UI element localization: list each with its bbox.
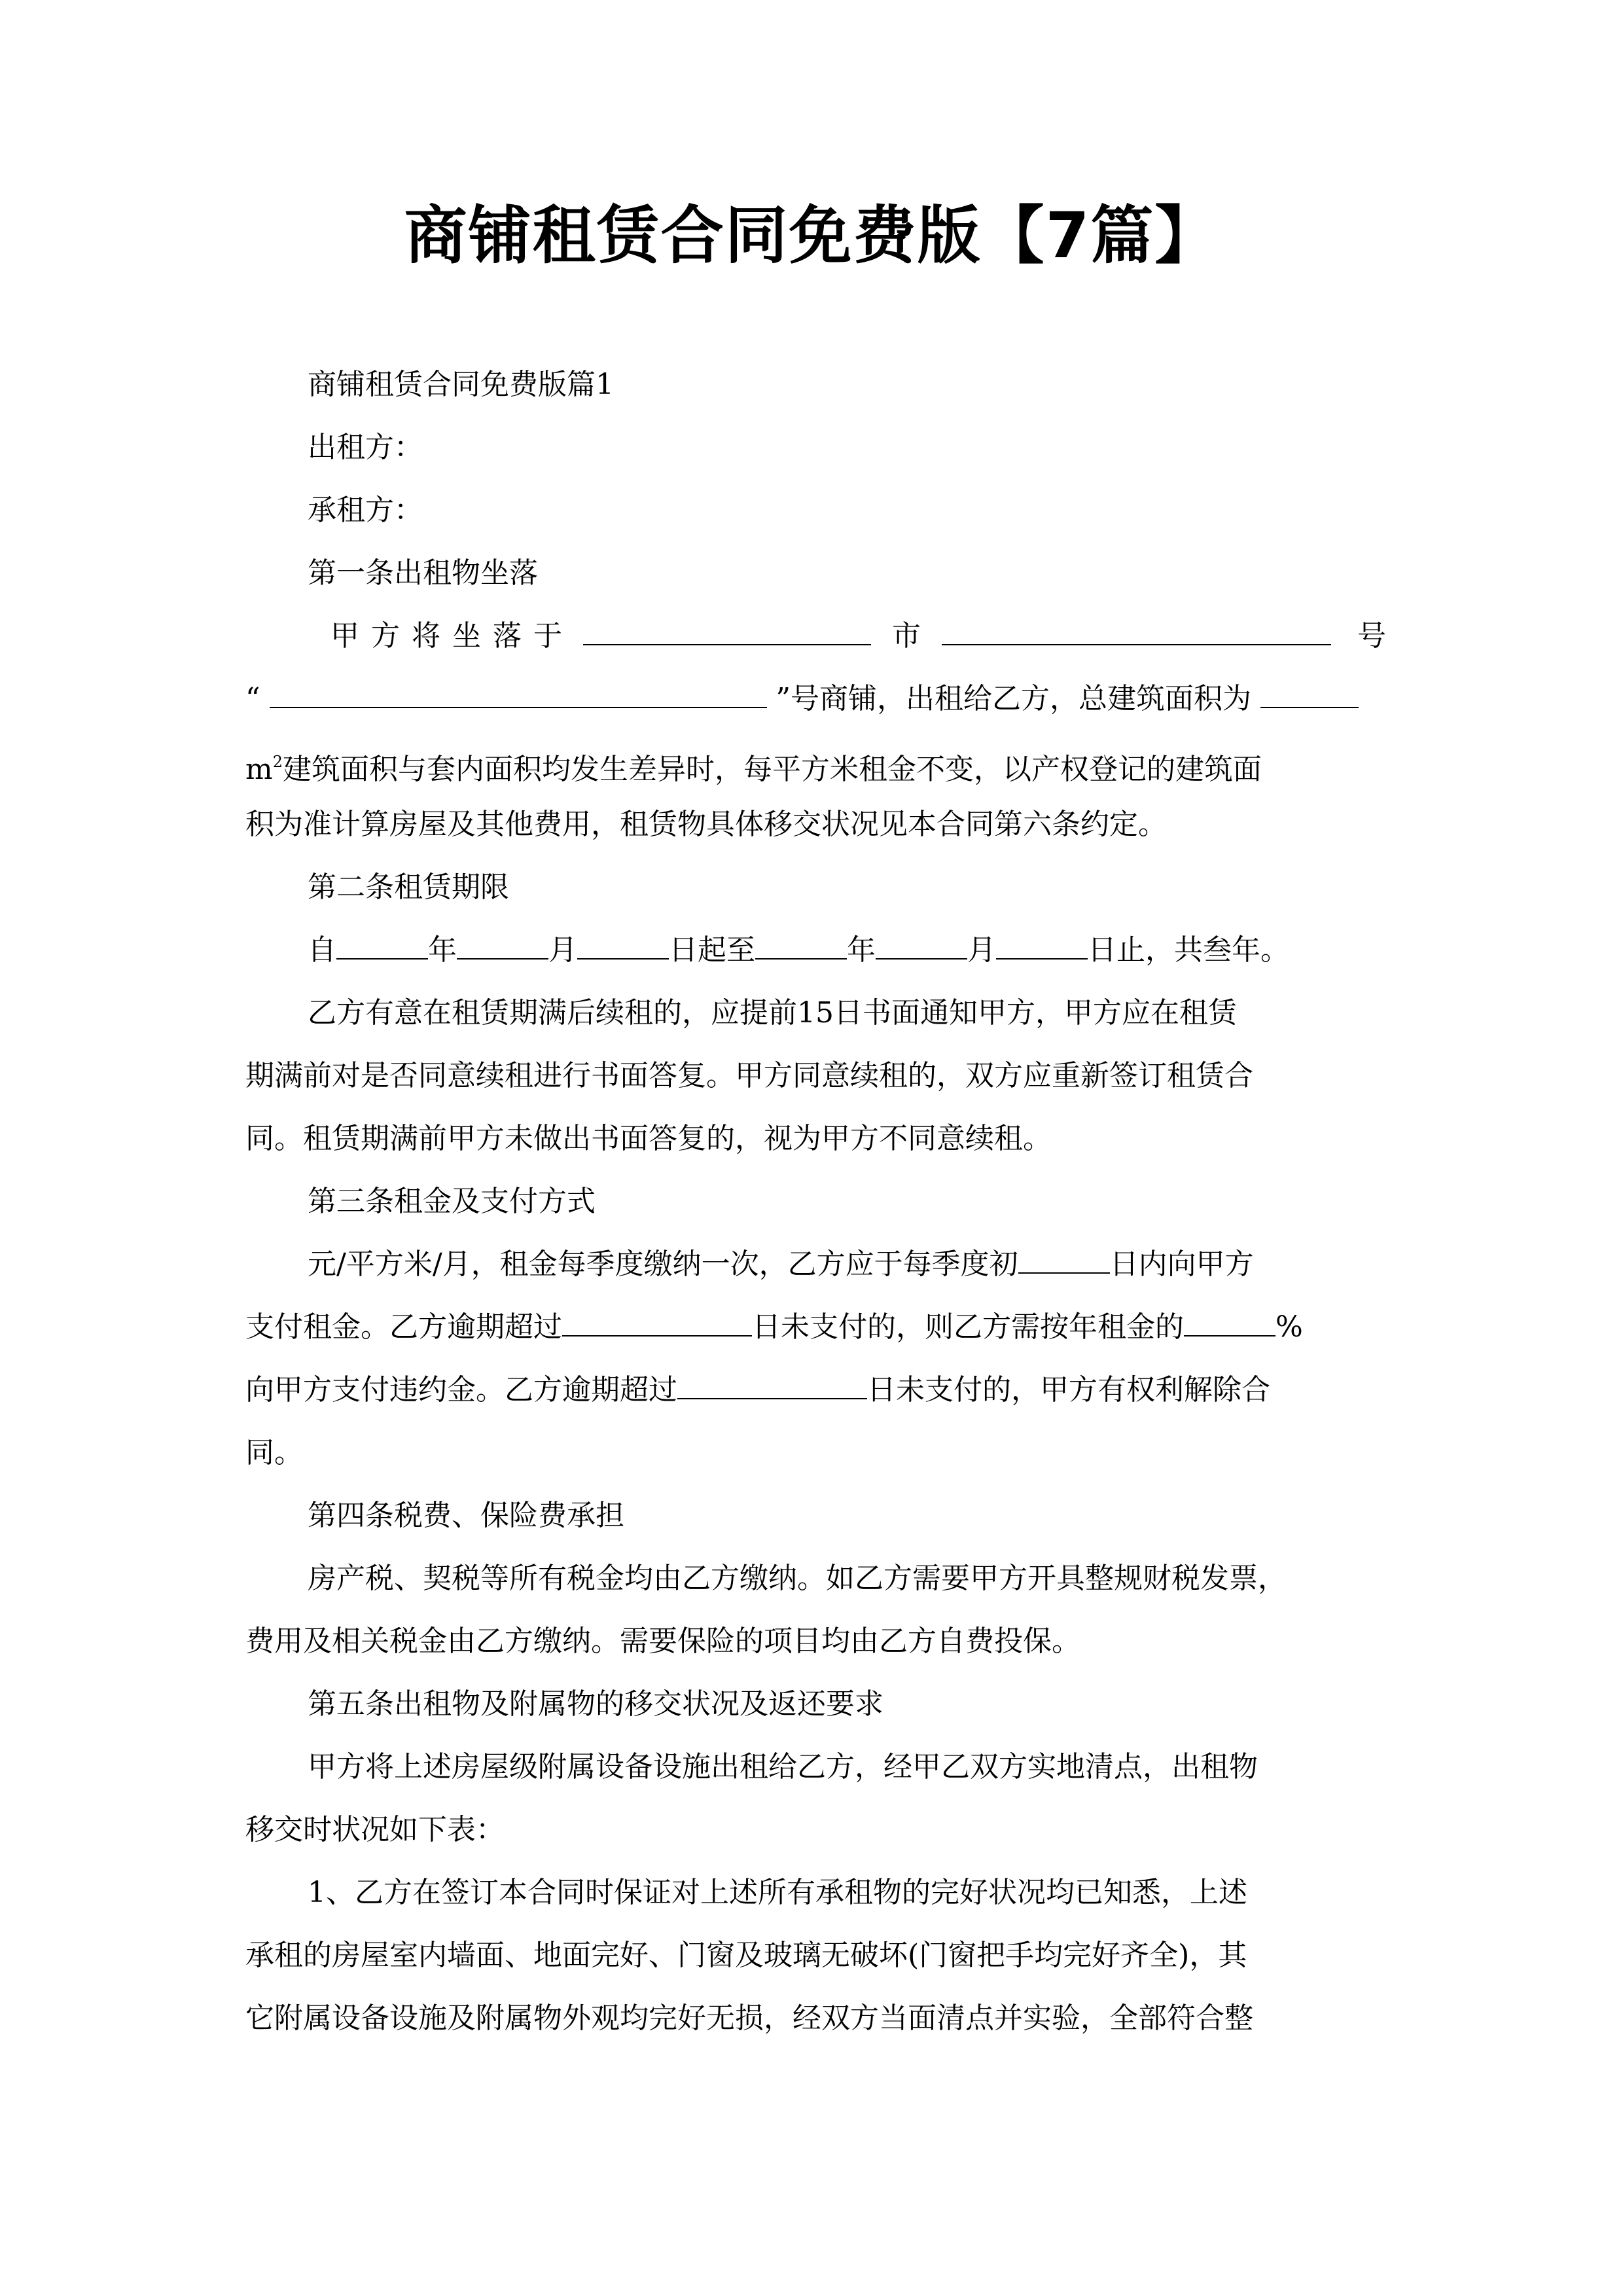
article3-heading: 第三条租金及支付方式 (308, 1185, 596, 1218)
article3-line3 (245, 1359, 1384, 1422)
blank-field-end-year[interactable] (755, 939, 847, 960)
blank-field-end-month[interactable] (876, 939, 967, 960)
article3-text: 支付租金。乙方逾期超过 (245, 1310, 562, 1344)
blank-field-payment-days[interactable] (1018, 1253, 1110, 1274)
article3-line1 (245, 1233, 1384, 1296)
article2-para-line2: 期满前对是否同意续租进行书面答复。甲方同意续租的，双方应重新签订租赁合 (245, 1059, 1253, 1092)
article2-dates (245, 919, 1384, 982)
article3-text: 向甲方支付违约金。乙方逾期超过 (245, 1373, 677, 1407)
lessee-label: 承租方： (308, 493, 423, 527)
article2-para-line1: 乙方有意在租赁期满后续租的，应提前15日书面通知甲方，甲方应在租赁 (308, 996, 1237, 1030)
blank-field-overdue-days[interactable] (562, 1316, 752, 1336)
document-body (245, 353, 1384, 2050)
blank-field-penalty-percent[interactable] (1184, 1316, 1275, 1336)
article3-text: 日未支付的，则乙方需按年租金的 (752, 1310, 1184, 1344)
lessor-label: 出租方： (308, 431, 423, 464)
month-label: 月 (548, 933, 577, 967)
article1-line3 (245, 730, 1384, 793)
article5-item1-line2: 承租的房屋室内墙面、地面完好、门窗及玻璃无破坏(门窗把手均完好齐全)，其 (245, 1939, 1247, 1972)
article3-line2 (245, 1296, 1384, 1359)
document-title: 商铺租赁合同免费版【7篇】 (404, 199, 1219, 272)
article3-line4: 同。 (245, 1436, 303, 1469)
article1-line4: 积为准计算房屋及其他费用，租赁物具体移交状况见本合同第六条约定。 (245, 808, 1167, 841)
blank-field-start-month[interactable] (457, 939, 548, 960)
blank-field-shop-number[interactable] (270, 687, 767, 708)
date-from-label: 自 (308, 933, 336, 967)
blank-field-start-day[interactable] (577, 939, 669, 960)
blank-field-location[interactable] (583, 624, 871, 645)
open-quote: “ (245, 682, 260, 715)
article1-number-label: 号 (1357, 619, 1386, 653)
article1-heading: 第一条出租物坐落 (308, 556, 538, 590)
year-label: 年 (847, 933, 876, 967)
month-label: 月 (967, 933, 996, 967)
date-to-label: 日起至 (669, 933, 755, 967)
article1-text: 甲方将坐落于 (330, 619, 574, 653)
date-end-label: 日止，共叁年。 (1088, 933, 1289, 967)
article5-line2: 移交时状况如下表： (245, 1813, 505, 1846)
article4-line2: 费用及相关税金由乙方缴纳。需要保险的项目均由乙方自费投保。 (245, 1624, 1080, 1658)
article4-line1: 房产税、契税等所有税金均由乙方缴纳。如乙方需要甲方开具整规财税发票， (308, 1562, 1287, 1595)
article2-heading: 第二条租赁期限 (308, 870, 509, 904)
blank-field-termination-days[interactable] (677, 1378, 867, 1399)
year-label: 年 (428, 933, 457, 967)
section-title: 商铺租赁合同免费版篇1 (308, 368, 614, 401)
article5-item1-line1: 1、乙方在签订本合同时保证对上述所有承租物的完好状况均已知悉，上述 (308, 1876, 1247, 1909)
article5-heading: 第五条出租物及附属物的移交状况及返还要求 (308, 1687, 883, 1721)
unit-m: m (245, 753, 273, 786)
blank-field-city[interactable] (942, 624, 1331, 645)
article1-text: 建筑面积与套内面积均发生差异时，每平方米租金不变，以产权登记的建筑面 (283, 753, 1262, 786)
article3-text: 日内向甲方 (1109, 1247, 1254, 1281)
blank-field-end-day[interactable] (996, 939, 1088, 960)
article4-heading: 第四条税费、保险费承担 (308, 1499, 624, 1532)
article3-text: 日未支付的，甲方有权利解除合 (867, 1373, 1270, 1407)
article1-text: ”号商铺，出租给乙方，总建筑面积为 (776, 682, 1251, 715)
unit-superscript: 2 (272, 753, 283, 771)
article2-para-line3: 同。租赁期满前甲方未做出书面答复的，视为甲方不同意续租。 (245, 1122, 1052, 1155)
blank-field-start-year[interactable] (336, 939, 428, 960)
percent-sign: % (1275, 1310, 1303, 1344)
article1-line1 (245, 605, 1384, 668)
article1-line2 (245, 668, 1384, 730)
blank-field-area[interactable] (1260, 687, 1359, 708)
article5-line1: 甲方将上述房屋级附属设备设施出租给乙方，经甲乙双方实地清点，出租物 (308, 1750, 1258, 1784)
article5-item1-line3: 它附属设备设施及附属物外观均完好无损，经双方当面清点并实验，全部符合整 (245, 2001, 1253, 2035)
article1-city-label: 市 (892, 619, 921, 653)
article3-text: 元/平方米/月，租金每季度缴纳一次，乙方应于每季度初 (308, 1247, 1018, 1281)
